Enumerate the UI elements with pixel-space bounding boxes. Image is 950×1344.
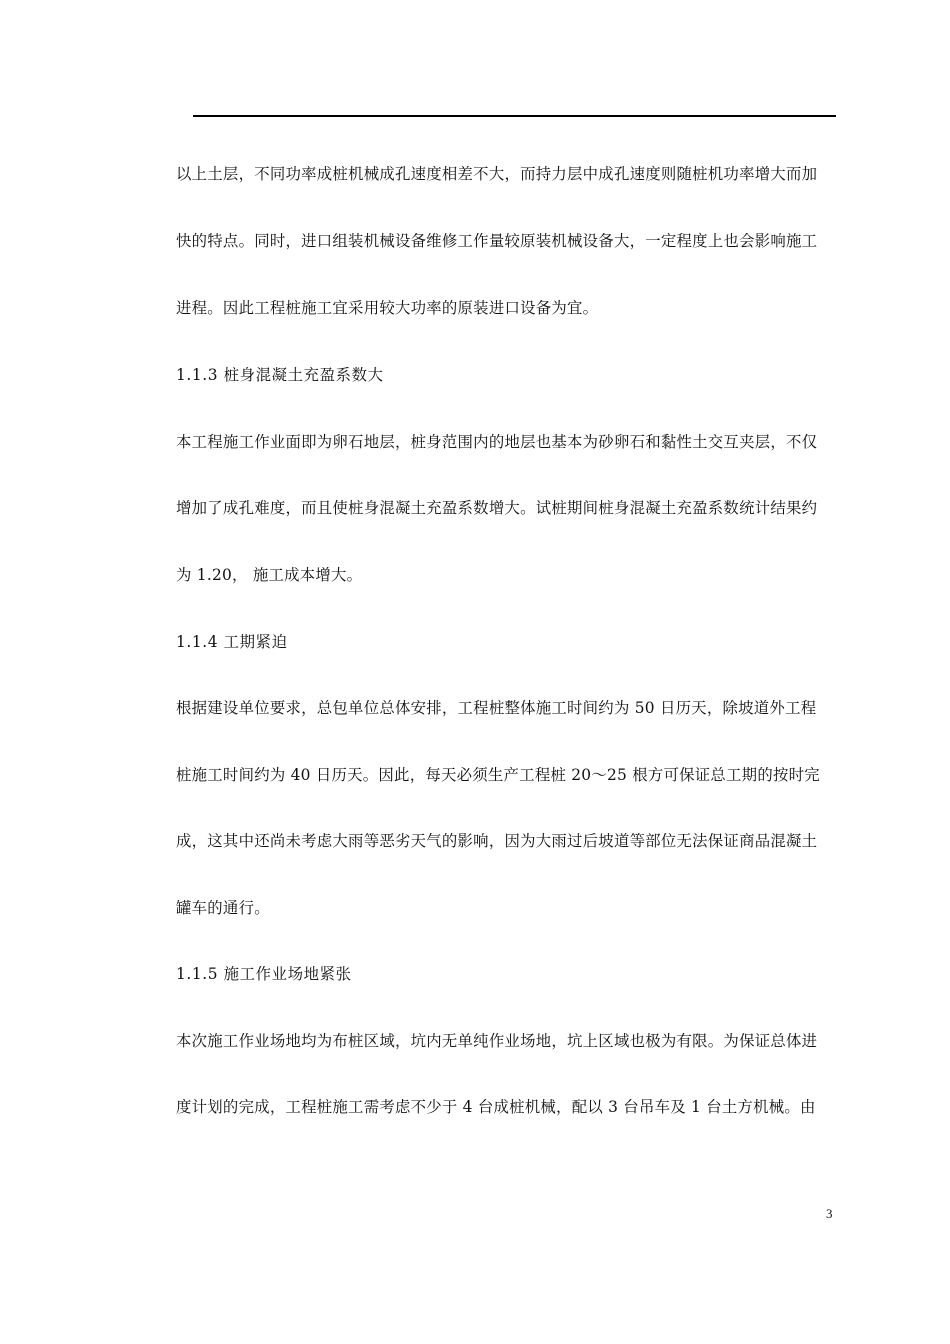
body-text-line: 增加了成孔难度，而且使桩身混凝土充盈系数增大。试桩期间桩身混凝土充盈系数统计结果约 bbox=[176, 499, 818, 517]
section-heading-1-1-5: 1.1.5 施工作业场地紧张 bbox=[176, 965, 352, 983]
section-heading-1-1-3: 1.1.3 桩身混凝土充盈系数大 bbox=[176, 366, 384, 384]
body-text-line: 成，这其中还尚未考虑大雨等恶劣天气的影响，因为大雨过后坡道等部位无法保证商品混凝土 bbox=[176, 832, 818, 850]
body-text-line: 度计划的完成，工程桩施工需考虑不少于 4 台成桩机械，配以 3 台吊车及 1 台土方机械。由 bbox=[176, 1098, 816, 1116]
body-text-line: 本次施工作业场地均为布桩区域，坑内无单纯作业场地，坑上区域也极为有限。为保证总体进 bbox=[176, 1032, 818, 1050]
body-text-line: 以上土层，不同功率成桩机械成孔速度相差不大，而持力层中成孔速度则随桩机功率增大而加 bbox=[176, 165, 818, 183]
body-text-line: 快的特点。同时，进口组装机械设备维修工作量较原装机械设备大，一定程度上也会影响施工 bbox=[176, 232, 818, 250]
header-rule bbox=[193, 115, 836, 117]
page-number: 3 bbox=[826, 1206, 833, 1221]
body-text-line: 桩施工时间约为 40 日历天。因此，每天必须生产工程桩 20～25 根方可保证总工期的按时完 bbox=[176, 766, 820, 784]
body-text-line: 进程。因此工程桩施工宜采用较大功率的原装进口设备为宜。 bbox=[176, 299, 599, 317]
section-heading-1-1-4: 1.1.4 工期紧迫 bbox=[176, 633, 288, 651]
body-text-line: 为 1.20， 施工成本增大。 bbox=[176, 566, 363, 584]
body-text-line: 本工程施工作业面即为卵石地层，桩身范围内的地层也基本为砂卵石和黏性土交互夹层，不仅 bbox=[176, 433, 818, 451]
body-text-line: 根据建设单位要求，总包单位总体安排，工程桩整体施工时间约为 50 日历天，除坡道外工程 bbox=[176, 699, 817, 717]
body-text-line: 罐车的通行。 bbox=[176, 899, 270, 917]
